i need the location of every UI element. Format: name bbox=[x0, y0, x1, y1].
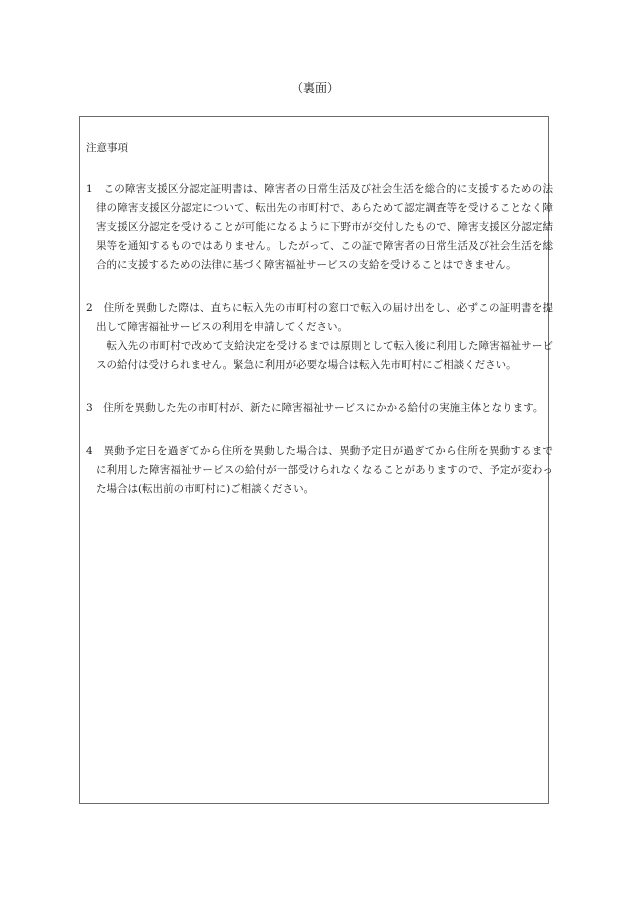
notice-item-4 bbox=[86, 442, 553, 499]
box-title: 注意事項 bbox=[86, 142, 128, 154]
notice-box bbox=[79, 116, 553, 804]
notice-item-2-subtext: 転入先の市町村で改めて支給決定を受けるまでは原則として転入後に利用した障害福祉サービスの給付は受けられません。緊急に利用が必要な場合は転入先市町村にご相談ください。 bbox=[95, 340, 553, 371]
notice-item-1-text: 1 この障害支援区分認定証明書は、障害者の日常生活及び社会生活を総合的に支援するための法律の障害支援区分認定について、転出先の市町村で、あらためて認定調査等を受けることなく障害支援区分認定を受けることが可能になるように下野市が交付したもので、障害支援区分認定結果等を通知するものではありません。したがって、この証で障害者の日常生活及び社会生活を総合的に支援するための法律に基づく障害福祉サービスの支給を受けることはできません。 bbox=[86, 183, 553, 271]
notice-item-2 bbox=[86, 299, 553, 375]
notice-item-3 bbox=[86, 399, 548, 418]
notice-item-4-text: 4 異動予定日を過ぎてから住所を異動した場合は、異動予定日が過ぎてから住所を異動するまでに利用した障害福祉サービスの給付が一部受けられなくなることがありますので、予定が変わった場合は(転出前の市町村に)ご相談ください。 bbox=[86, 445, 553, 495]
notice-item-2-text: 2 住所を異動した際は、直ちに転入先の市町村の窓口で転入の届け出をし、必ずこの証明書を提出して障害福祉サービスの利用を申請してください。 bbox=[86, 302, 553, 333]
notice-item-3-text: 3 住所を異動した先の市町村が、新たに障害福祉サービスにかかる給付の実施主体となります。 bbox=[86, 402, 544, 414]
notice-item-1 bbox=[86, 180, 553, 275]
page-heading: （裏面） bbox=[290, 81, 339, 95]
